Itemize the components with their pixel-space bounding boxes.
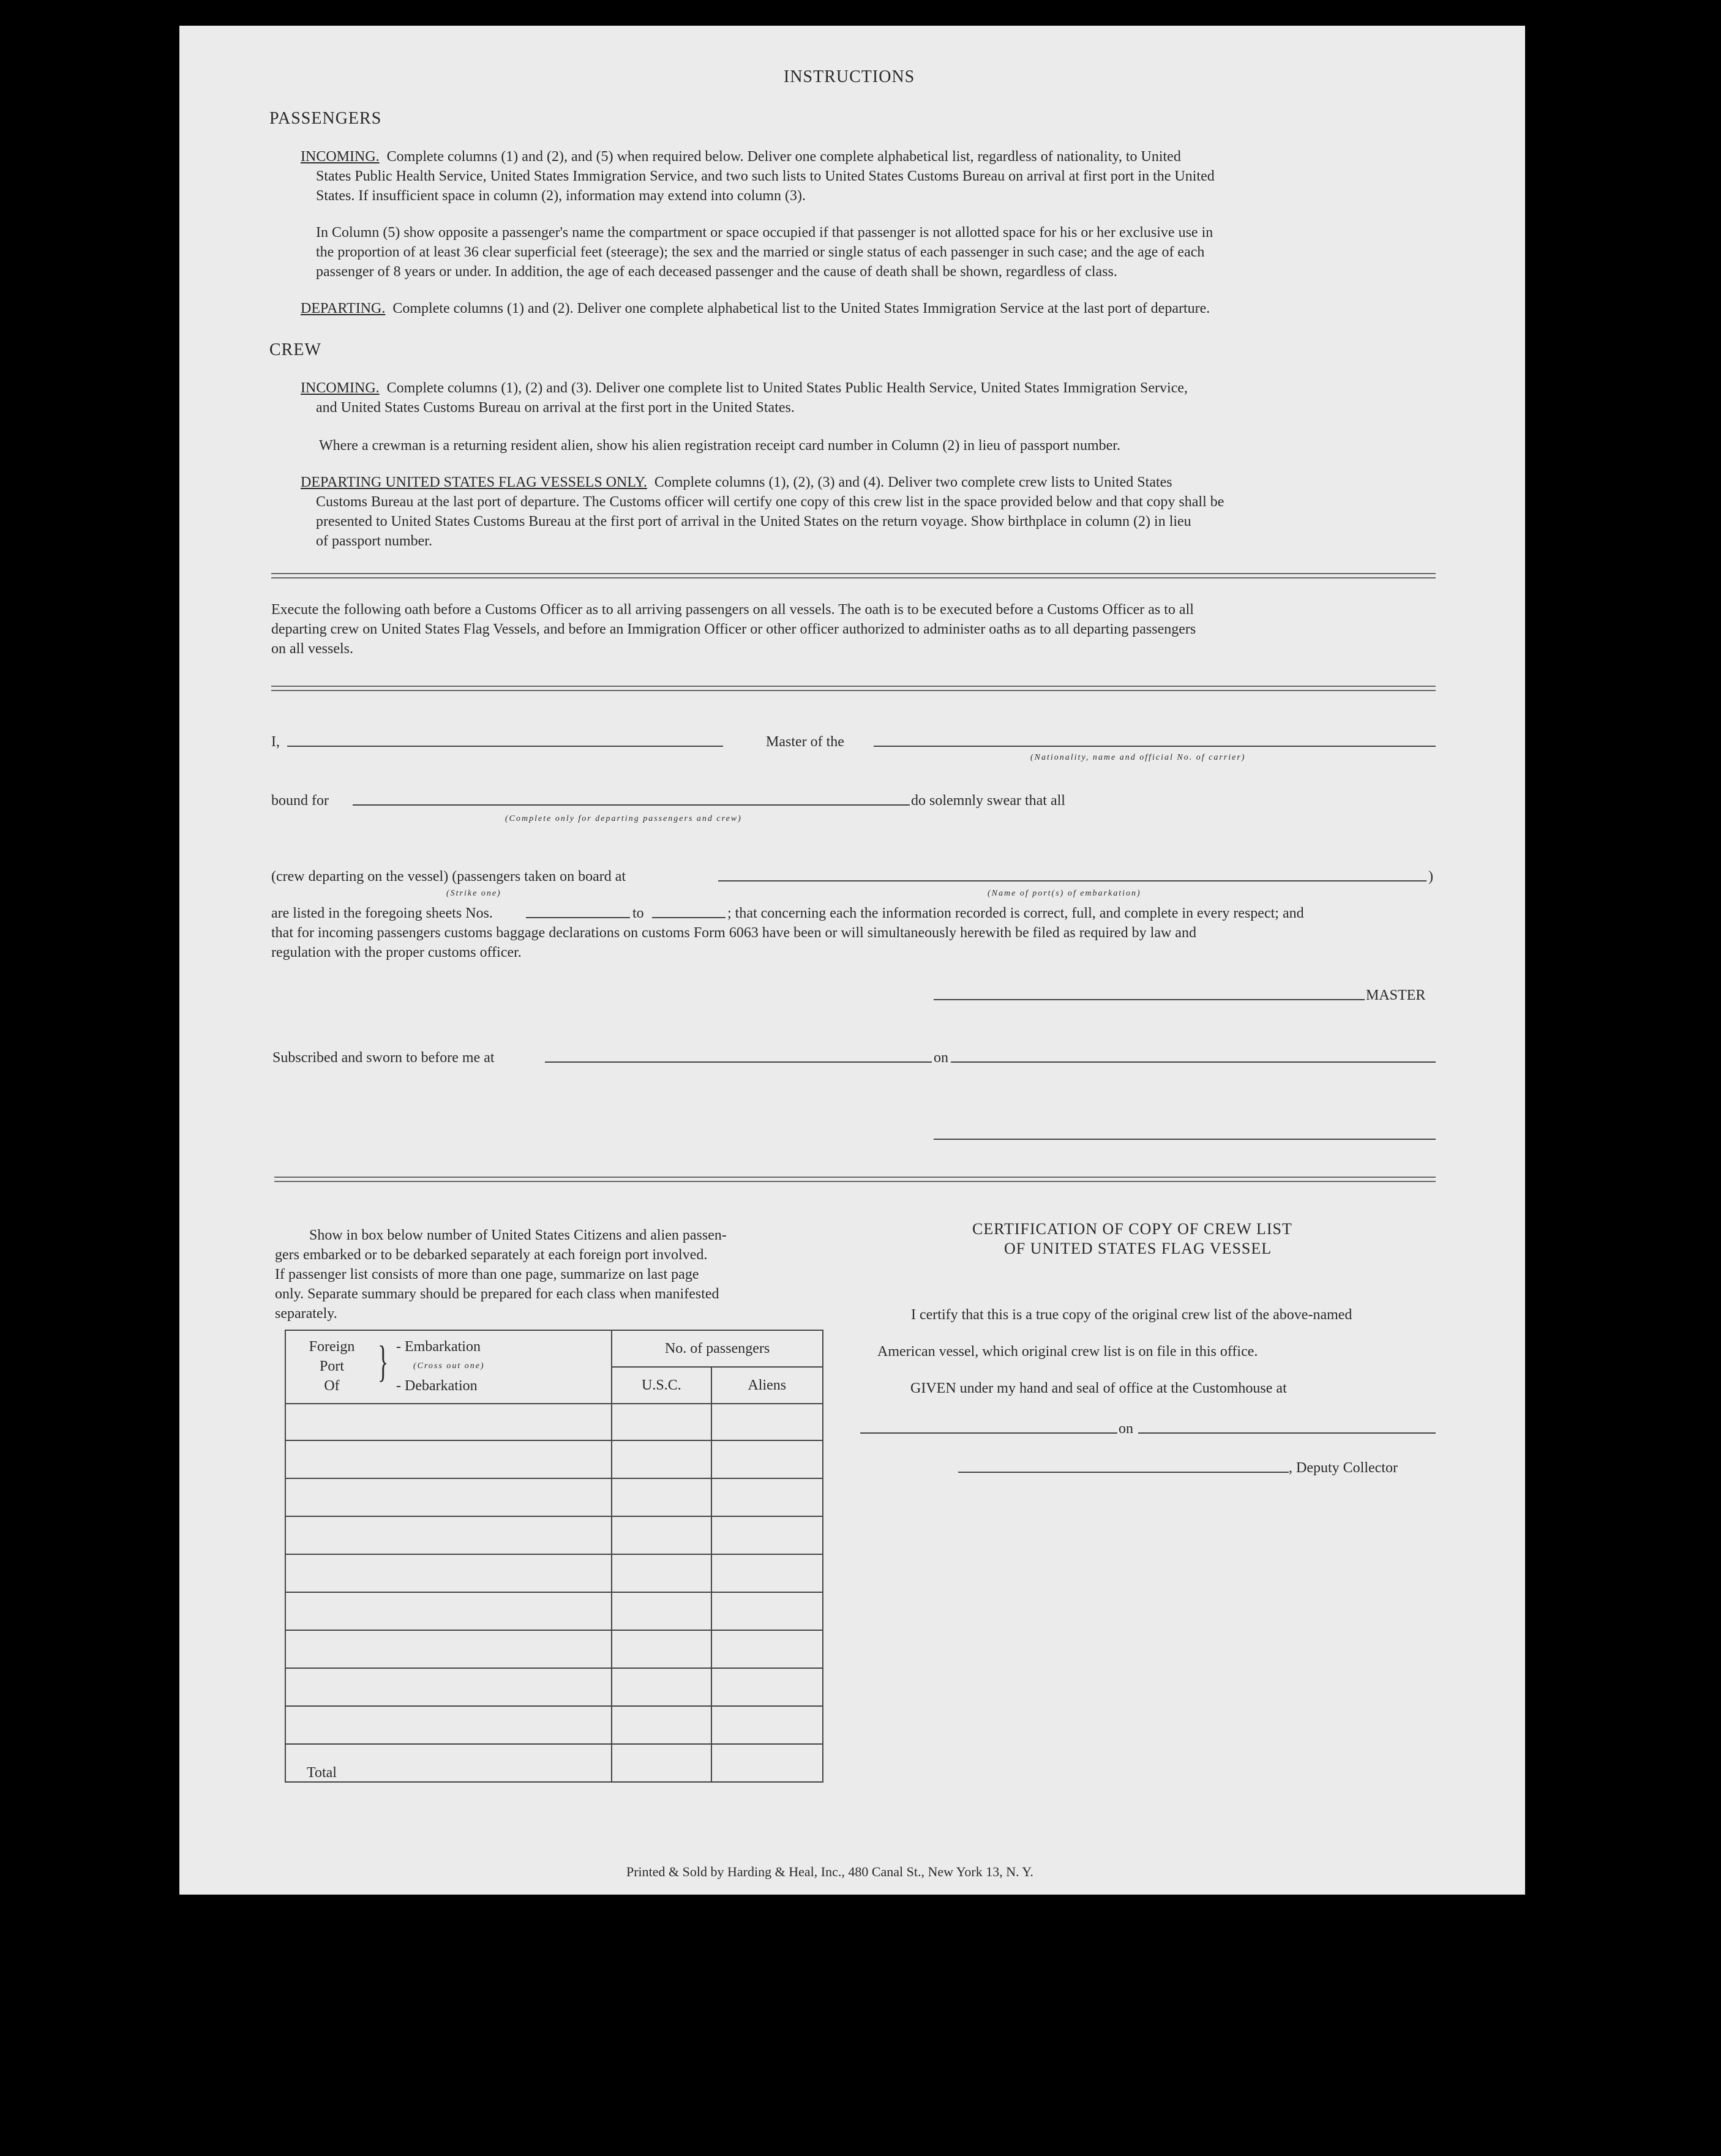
flag-label: DEPARTING UNITED STATES FLAG VESSELS ONLY. [301, 474, 647, 490]
port-cell[interactable] [285, 1706, 612, 1744]
no-passengers-header: No. of passengers [612, 1330, 823, 1367]
cert-date-field[interactable] [1138, 1432, 1436, 1434]
sworn-place-field[interactable] [545, 1061, 932, 1063]
bound-for-label: bound for [271, 793, 329, 809]
deputy-collector-label: , Deputy Collector [1289, 1460, 1398, 1476]
table-row [285, 1404, 823, 1440]
crew-heading: CREW [269, 340, 321, 359]
customhouse-field[interactable] [860, 1432, 1117, 1434]
master-signature-label: MASTER [1366, 987, 1426, 1003]
cross-out-caption: (Cross out one) [413, 1361, 485, 1371]
departing-label: DEPARTING. [301, 301, 386, 316]
bound-for-field[interactable] [353, 804, 910, 806]
sworn-date-field[interactable] [951, 1061, 1436, 1063]
usc-cell[interactable] [612, 1404, 711, 1440]
certification-title-2: OF UNITED STATES FLAG VESSEL [1004, 1240, 1272, 1257]
port-cell[interactable] [285, 1516, 612, 1554]
aliens-cell[interactable] [711, 1668, 823, 1706]
bound-for-caption: (Complete only for departing passengers and crew) [505, 814, 742, 823]
sheet-to-field[interactable] [652, 917, 726, 918]
usc-cell[interactable] [612, 1554, 711, 1592]
brace-icon: } [378, 1337, 389, 1386]
usc-cell[interactable] [612, 1440, 711, 1478]
embarkation-option[interactable]: - Embarkation [396, 1339, 481, 1355]
deputy-signature-field[interactable] [958, 1472, 1289, 1473]
table-row [285, 1668, 823, 1706]
total-label: Total [285, 1744, 612, 1782]
printer-footer: Printed & Sold by Harding & Heal, Inc., 480 Canal St., New York 13, N. Y. [626, 1864, 1033, 1879]
port-cell[interactable] [285, 1630, 612, 1668]
aliens-total-cell[interactable] [711, 1744, 823, 1782]
usc-cell[interactable] [612, 1630, 711, 1668]
port-cell[interactable] [285, 1554, 612, 1592]
certify-line-1: I certify that this is a true copy of the original crew list of the above-named [911, 1307, 1352, 1323]
usc-cell[interactable] [612, 1592, 711, 1630]
table-row [285, 1554, 823, 1592]
usc-cell[interactable] [612, 1478, 711, 1516]
form-page [179, 26, 1525, 1895]
aliens-header: Aliens [711, 1367, 823, 1404]
swear-text: do solemnly swear that all [911, 793, 1065, 809]
aliens-cell[interactable] [711, 1404, 823, 1440]
table-row [285, 1592, 823, 1630]
close-paren: ) [1428, 869, 1433, 885]
aliens-cell[interactable] [711, 1516, 823, 1554]
table-row [285, 1516, 823, 1554]
usc-cell[interactable] [612, 1516, 711, 1554]
passengers-departing-paragraph: DEPARTING. Complete columns (1) and (2). Deliver one complete alphabetical list to the United States Immigration Service at the last port of departure. [301, 301, 1210, 316]
carrier-caption: (Nationality, name and official No. of carrier) [1030, 753, 1246, 762]
strike-one-caption: (Strike one) [446, 889, 501, 898]
master-of-the-label: Master of the [766, 734, 844, 750]
crewman-paragraph: Where a crewman is a returning resident alien, show his alien registration receipt card number in Column (2) in lieu of passport number. [319, 438, 1120, 454]
foreign-label: Foreign [309, 1339, 355, 1355]
aliens-cell[interactable] [711, 1592, 823, 1630]
port-cell[interactable] [285, 1440, 612, 1478]
port-cell[interactable] [285, 1404, 612, 1440]
aliens-cell[interactable] [711, 1554, 823, 1592]
cert-on-label: on [1119, 1421, 1133, 1437]
total-row [285, 1744, 823, 1782]
foreign-port-header [285, 1330, 612, 1404]
port-label: Port [319, 1358, 344, 1374]
given-text: GIVEN under my hand and seal of office at the Customhouse at [910, 1380, 1287, 1396]
listed-more: that for incoming passengers customs baggage declarations on customs Form 6063 have been or will simultaneously herewith be filed as required by law and regulation with the proper customs officer. [271, 925, 1196, 960]
subscribed-label: Subscribed and sworn to before me at [272, 1050, 495, 1066]
port-cell[interactable] [285, 1668, 612, 1706]
usc-total-cell[interactable] [612, 1744, 711, 1782]
aliens-cell[interactable] [711, 1478, 823, 1516]
aliens-cell[interactable] [711, 1440, 823, 1478]
sheet-from-field[interactable] [526, 917, 630, 918]
debarkation-option[interactable]: - Debarkation [396, 1378, 478, 1394]
crew-incoming-label: INCOMING. [301, 380, 380, 396]
port-cell[interactable] [285, 1592, 612, 1630]
instructions-title: INSTRUCTIONS [784, 67, 915, 86]
crew-departing-text: (crew departing on the vessel) (passengers taken on board at [271, 869, 626, 885]
incoming-label: INCOMING. [301, 149, 380, 165]
certification-title-1: CERTIFICATION OF COPY OF CREW LIST [972, 1220, 1292, 1238]
divider-3 [274, 1177, 1436, 1182]
usc-cell[interactable] [612, 1668, 711, 1706]
table-row [285, 1630, 823, 1668]
of-label: Of [324, 1378, 340, 1394]
listed-text-2: ; that concerning each the information recorded is correct, full, and complete in every respect; and [727, 905, 1304, 921]
officer-signature-field[interactable] [934, 1139, 1436, 1140]
sworn-on-label: on [934, 1050, 948, 1066]
aliens-cell[interactable] [711, 1630, 823, 1668]
ports-caption: (Name of port(s) of embarkation) [988, 889, 1141, 898]
listed-text-1: are listed in the foregoing sheets Nos. [271, 905, 493, 921]
usc-cell[interactable] [612, 1706, 711, 1744]
column5-paragraph: In Column (5) show opposite a passenger's name the compartment or space occupied if that passenger is not allotted space for his or her exclusive use in the proportion of at least 36 clear superficial feet (steerage); the sex and the married or single status of each passenger in such case; and the age of each passenger of 8 years or under. In addition, the age of each deceased passenger and the cause of death shall be shown, regardless of class. [316, 225, 1213, 280]
i-label: I, [271, 734, 280, 750]
table-row [285, 1478, 823, 1516]
embarkation-port-field[interactable] [718, 880, 1427, 881]
passengers-heading: PASSENGERS [269, 109, 382, 128]
divider-1 [271, 573, 1436, 578]
divider-2 [271, 686, 1436, 691]
oath-intro: Execute the following oath before a Customs Officer as to all arriving passengers on all vessels. The oath is to be executed before a Customs Officer as to all departing crew on United States Flag Vessels, and before an Immigration Officer or other officer authorized to administer oaths as to all departing passengers on all vessels. [271, 602, 1196, 657]
certify-line-2: American vessel, which original crew list is on file in this office. [877, 1344, 1258, 1360]
master-signature-field[interactable] [934, 999, 1365, 1000]
crew-incoming-paragraph: INCOMING. Complete columns (1), (2) and (3). Deliver one complete list to United States Public Health Service, United States Immigration Service, and United States Customs Bureau on arrival at the first port in the United States. [301, 380, 1188, 416]
aliens-cell[interactable] [711, 1706, 823, 1744]
table-row [285, 1706, 823, 1744]
table-row [285, 1440, 823, 1478]
flag-vessels-paragraph: DEPARTING UNITED STATES FLAG VESSELS ONLY. Complete columns (1), (2), (3) and (4). Deliver two complete crew lists to United States Customs Bureau at the last port of departure. The Customs officer will certify one copy of this crew list in the space provided below and that copy shall be presented to United States Customs Bureau at the first port of arrival in the United States on the return voyage. Show birthplace in column (2) in lieu of passport number. [301, 474, 1224, 549]
passengers-incoming-paragraph: INCOMING. Complete columns (1) and (2), and (5) when required below. Deliver one complete alphabetical list, regardless of nationality, to United States Public Health Service, United States Immigration Service, and two such lists to United States Customs Bureau on arrival at first port in the United States. If insufficient space in column (2), information may extend into column (3). [301, 149, 1215, 204]
passenger-summary-table [285, 1330, 823, 1783]
summary-instructions: Show in box below number of United States Citizens and alien passen- gers embarked or to be debarked separately at each foreign port involved. If passenger list consists of more than one page, summarize on last page only. Separate summary should be prepared for each class when manifested separately. [275, 1227, 727, 1322]
usc-header: U.S.C. [612, 1367, 711, 1404]
listed-to: to [632, 905, 644, 921]
carrier-field[interactable] [874, 746, 1436, 747]
master-name-field[interactable] [287, 746, 723, 747]
port-cell[interactable] [285, 1478, 612, 1516]
